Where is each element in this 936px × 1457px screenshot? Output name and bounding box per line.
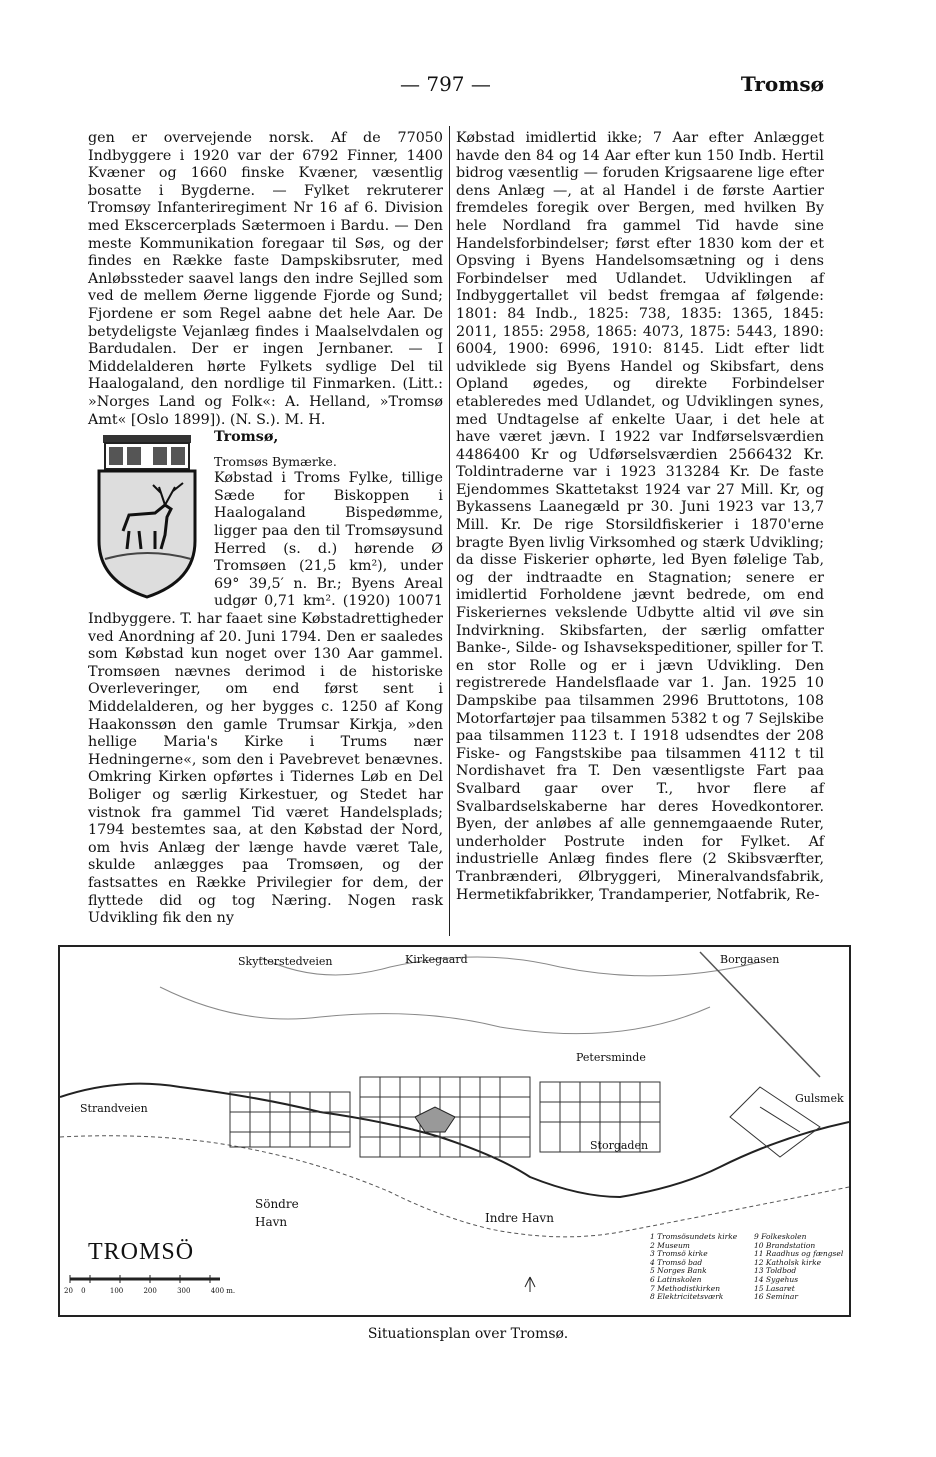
intro-paragraph: gen er overvejende norsk. Af de 77050 Indbyggere i 1920 var der 6792 Finner, 1400 Kvæner og 1660 finske Kvæner, væsentlig bosatte i Bygderne. — Fylket rekruterer Tromsøy Infanteriregiment Nr 16 af 6. Division med Ekscercerplads Sætermoen i Bardu. — Den meste Kommunikation foregaar til Søs, og der findes en Række faste Dampskibsruter, med Anløbssteder saavel langs den indre Sejlled som ved de mellem Øerne liggende Fjorde og Sund; Fjordene er som Regel aabne det hele Aar. De betydeligste Vejanlæg findes i Maalselvdalen og Bardudalen. Der er ingen Jernbaner. — I Middelalderen hørte Fylkets sydlige Del til Haalogaland, den nordlige til Finmarken. (Litt.: »Norges Land og Folk«: A. Helland, »Tromsø Amt« [Oslo 1899]). (N. S.). M. H. <box>88 130 443 428</box>
right-paragraph: Købstad imidlertid ikke; 7 Aar efter Anlægget havde den 84 og 14 Aar efter kun 150 Indb. Hertil bidrog væsentlig — foruden Krigsaarene lige efter dens Anlæg —, at al Handel i de første Aartier fremdeles foregik over Bergen, med hvilken By hele Nordland fra gammel Tid havde sine Handelsforbindelser; først efter 1830 kom der et Opsving i Byens Handelsomsætning og i dens Forbindelser med Udlandet. Udviklingen af Indbyggertallet vil bedst fremgaa af følgende: 1801: 84 Indb., 1825: 738, 1835: 1365, 1845: 2011, 1855: 2958, 1865: 4073, 1875: 5443, 1890: 6004, 1900: 6996, 1910: 8145. Lidt efter lidt udviklede sig Byens Handel og Skibsfart, dens Opland øgedes, og direkte Forbindelser etableredes med Udlandet, og Udviklingen synes, med Undtagelse af enkelte Uaar, i det hele at have været jævn. I 1922 var Indførselsværdien 4486400 Kr og Udførselsværdien 2566432 Kr. Toldintraderne var i 1923 313284 Kr. De faste Ejendommes Skattetakst 1924 var 27 Mill. Kr, og Bykassens Laanegæld pr 30. Juni 1923 var 13,7 Mill. Kr. De rige Storsildfiskerier i 1870'erne bragte Byen livlig Virksomhed og stærk Udvikling; da disse Fiskerier ophørte, led Byen følelige Tab, og der indtraadte en Stagnation; senere er imidlertid Forholdene jævnt bedrede, om end Fiskeriernes vekslende Udbytte altid vil øve sin Indvirkning. Skibsfarten, der særlig omfatter Banke-, Silde- og Ishavsekspeditioner, spiller for T. en stor Rolle og er i jævn Udvikling. Den registrerede Handelsflaade var 1. Jan. 1925 10 Dampskibe paa tilsammen 2996 Bruttotons, 108 Motorfartøjer paa tilsammen 5382 t og 7 Sejlskibe paa tilsammen 1123 t. I 1918 udsendtes der 208 Fiske- og Fangstskibe paa tilsammen 4112 t til Nordishavet fra T. Den væsentligste Fart paa Svalbard gaar over T., hvor flere af Svalbardselskaberne har deres Hovedkontorer. Byen, der anløbes af alle gennemgaaende Ruter, underholder Postrute inden for Fylket. Af industrielle Anlæg findes flere (2 Skibsværfter, Tranbrænderi, Ølbryggeri, Mineralvandsfabrik, Hermetikfabrikker, Trandamperier, Notfabrik, Re- <box>456 130 824 903</box>
scale-labels: 20 0 100 200 300 400 m. <box>64 1287 236 1295</box>
coat-of-arms <box>88 431 206 601</box>
legend-item: 14 Sygehus <box>754 1274 799 1284</box>
map-label-skyttersted: Skytterstedveien <box>238 955 333 968</box>
column-divider <box>449 126 450 936</box>
legend-item: 5 Norges Bank <box>650 1266 707 1276</box>
map-label-strandveien: Strandveien <box>80 1102 148 1115</box>
map-label-indre-havn: Indre Havn <box>485 1211 554 1225</box>
tromso-entry <box>88 429 443 447</box>
left-column <box>88 130 443 928</box>
legend-item: 4 Tromsö bad <box>650 1257 703 1267</box>
map-title: TROMSÖ <box>88 1239 195 1265</box>
legend-item: 16 Seminar <box>754 1292 798 1302</box>
legend-item: 6 Latinskolen <box>650 1274 702 1284</box>
legend-right <box>754 1233 851 1302</box>
legend-item: 11 Raadhus og fængsel <box>754 1249 844 1259</box>
map-caption: Situationsplan over Tromsø. <box>367 1326 569 1342</box>
legend-item: 15 Lasaret <box>754 1283 795 1293</box>
page-number: — 797 — <box>400 72 491 96</box>
legend-item: 9 Folkeskolen <box>754 1232 807 1241</box>
legend-item: 12 Katholsk kirke <box>754 1257 822 1267</box>
right-column <box>456 130 824 904</box>
page-header <box>0 72 936 106</box>
legend-item: 13 Toldbod <box>754 1266 797 1276</box>
map-label-borgaasen: Borgaasen <box>720 953 780 966</box>
arms-caption: Tromsøs Bymærke. <box>214 453 337 469</box>
legend-item: 3 Tromsö kirke <box>650 1249 708 1259</box>
legend-item: 1 Tromsösundets kirke <box>650 1232 738 1241</box>
scale-bar <box>70 1275 220 1283</box>
entry-body: Købstad i Troms Fylke, tillige Sæde for Biskoppen i Haalogaland Bispedømme, ligger paa den til Tromsøysund Herred (s. d.) hørende Ø Tromsøen (21,5 km²), under 69° 39,5′ n. Br.; Byens Areal udgør 0,71 km². (1920) 10071 Indbyggere. T. har faaet sine Købstadrettigheder ved Anordning af 20. Juni 1794. Den er saaledes som Købstad kun noget over 130 Aar gammel. Tromsøen nævnes derimod i de historiske Overleveringer, om end først sent i Middelalderen, og her bygges c. 1250 af Kong Haakonssøn den gamle Trumsar Kirkja, »den hellige Maria's Kirke i Trums nær Hedningerne«, som den i Pavebrevet benævnes. Omkring Kirken opførtes i Tidernes Løb en Del Boliger og særlig Kirkestuer, og Stedet har vistnok fra gammel Tid været Handelsplads; 1794 bestemtes saa, at den Købstad der Nord, om hvis Anlæg der længe havde været Tale, skulde anlægges paa Tromsøen, og der fastsattes en Række Privilegier for dem, der flyttede did og tog Næring. Nogen rask Udvikling fik den ny <box>88 470 443 927</box>
entry-headword: Tromsø, <box>214 429 279 446</box>
city-map <box>58 945 851 1317</box>
legend-left <box>650 1233 748 1302</box>
legend-item: 7 Methodistkirken <box>650 1283 721 1293</box>
running-head: Tromsø <box>740 72 824 96</box>
legend-item: 8 Elektricitetsværk <box>650 1292 724 1302</box>
reindeer-arms-icon <box>95 431 199 601</box>
legend-item: 10 Brandstation <box>754 1240 816 1250</box>
map-label-petersminde: Petersminde <box>576 1051 646 1064</box>
map-label-sondre-havn: Söndre Havn <box>255 1197 299 1229</box>
map-label-gulsmek: Gulsmek <box>795 1092 844 1105</box>
map-label-storgaden: Storgaden <box>590 1139 649 1152</box>
legend-item: 2 Museum <box>650 1240 690 1250</box>
map-label-kirkegaard: Kirkegaard <box>405 953 468 966</box>
